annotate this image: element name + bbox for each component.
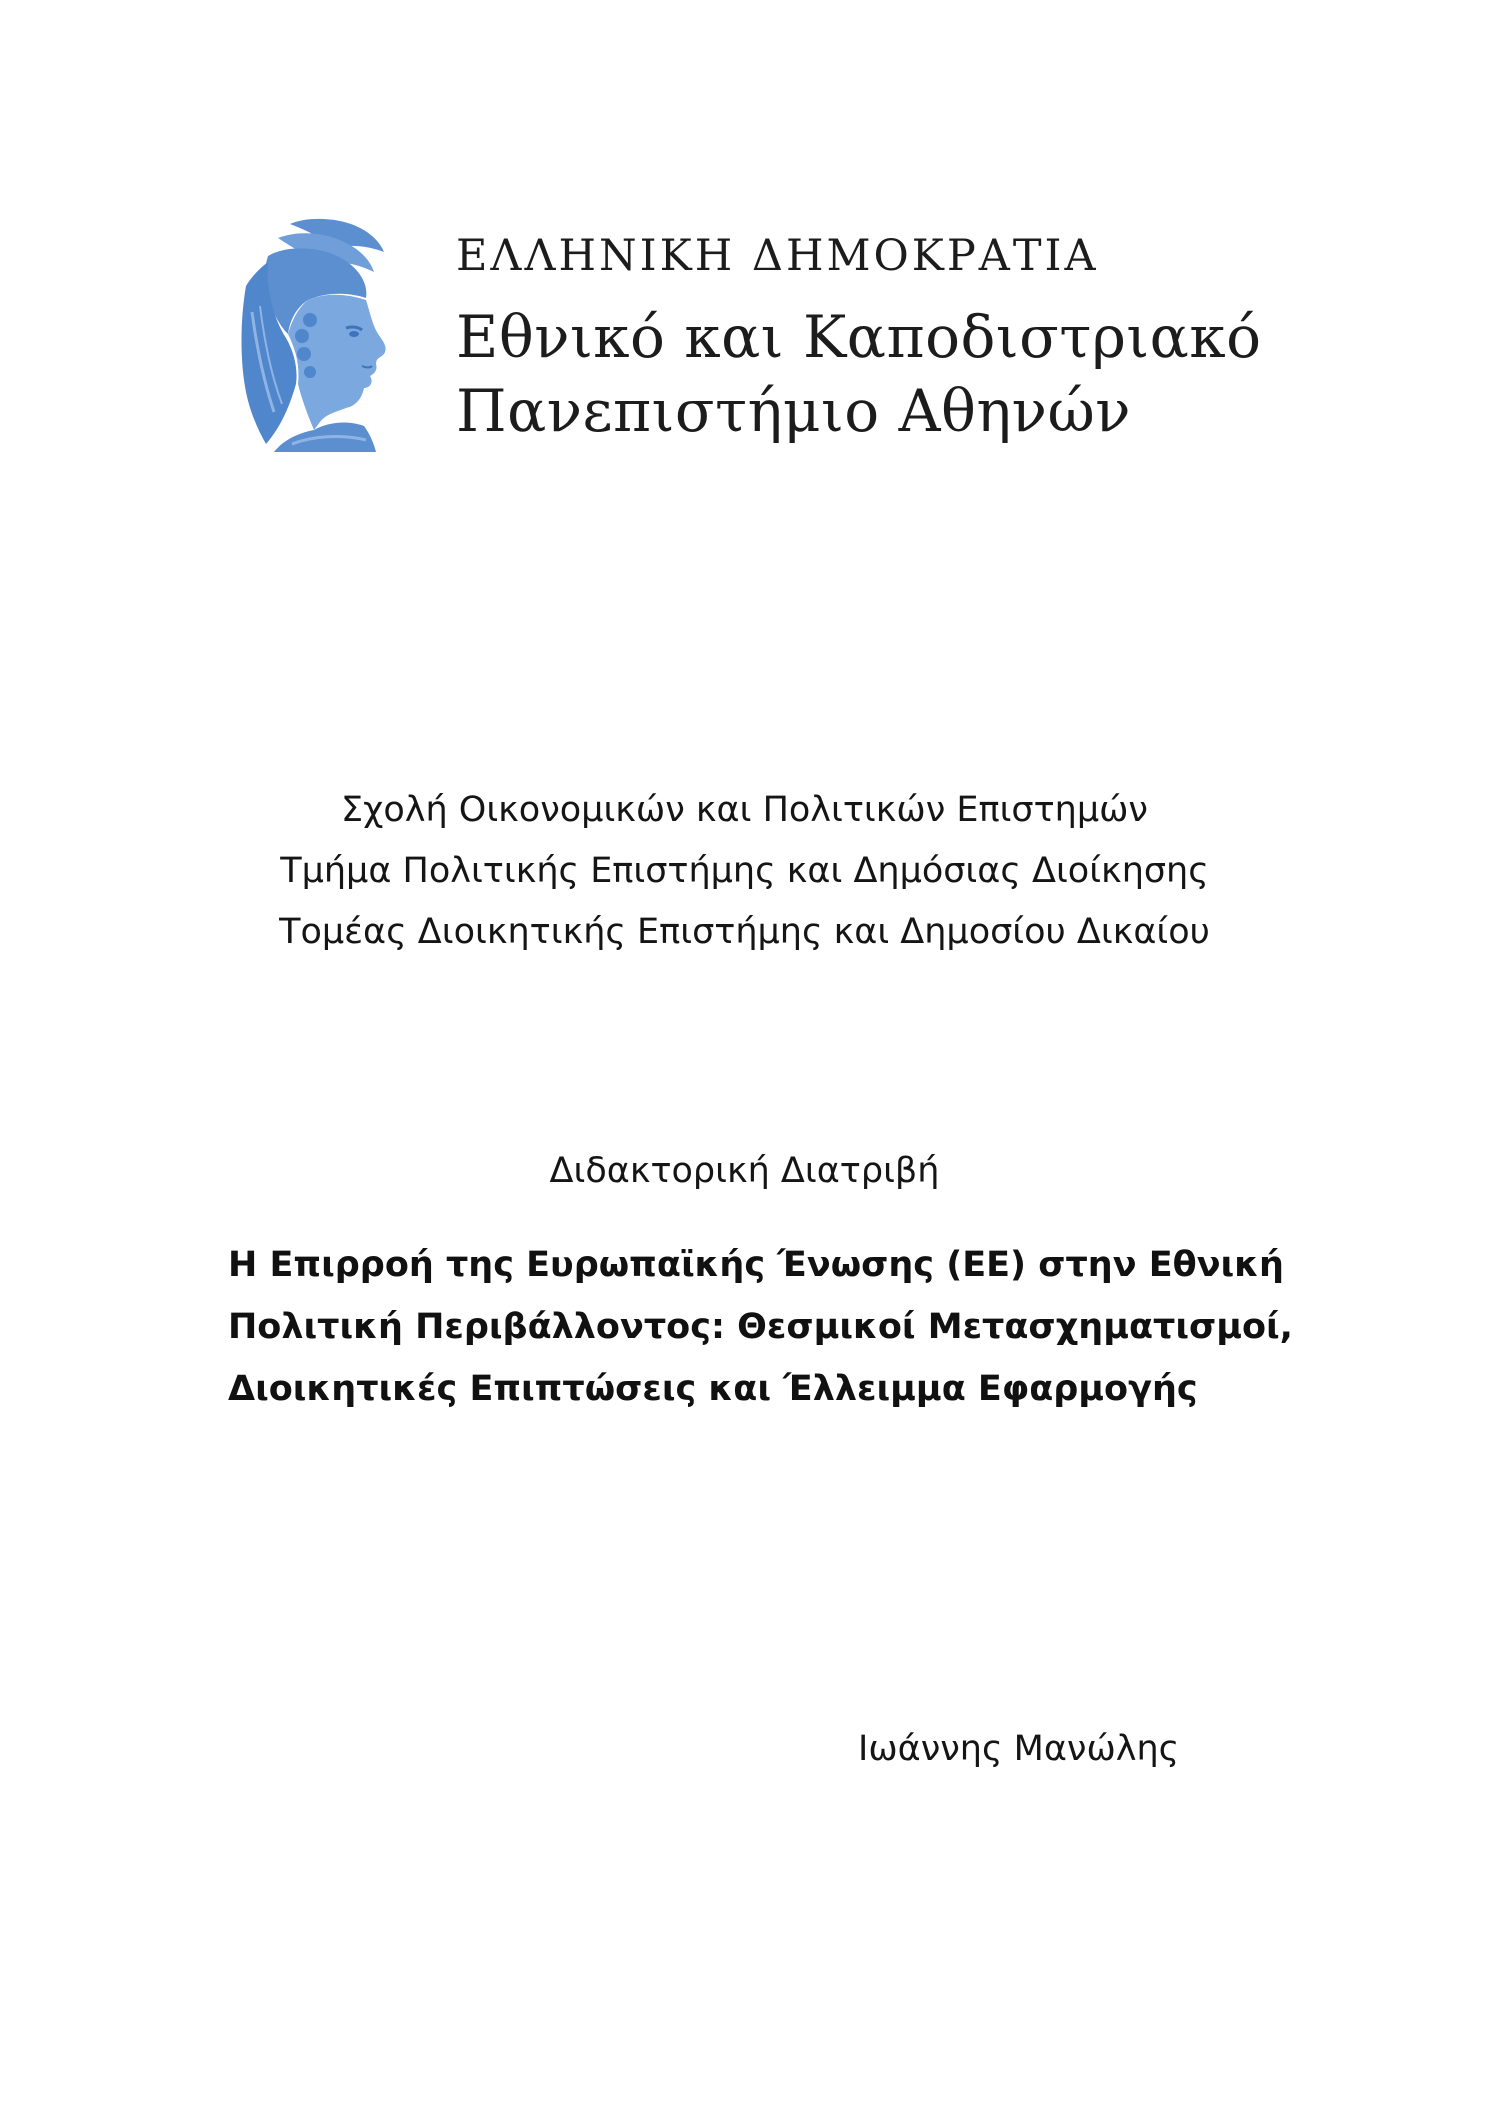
author-name: Ιωάννης Μανώλης — [858, 1729, 1180, 1769]
university-name — [456, 230, 1262, 448]
document-type: Διδακτορική Διατριβή — [549, 1151, 940, 1191]
republic-heading: ΕΛΛΗΝΙΚΗ ΔΗΜΟΚΡΑΤΙΑ — [456, 231, 1099, 281]
school-name: Σχολή Οικονομικών και Πολιτικών Επιστημών — [341, 790, 1148, 830]
sector-name: Τομέας Διοικητικής Επιστήμης και Δημοσίου Δικαίου — [279, 912, 1210, 952]
thesis-title-line1: Η Επιρροή της Ευρωπαϊκής Ένωσης (ΕΕ) στην Εθνική — [228, 1245, 1284, 1285]
thesis-title-line3: Διοικητικές Επιπτώσεις και Έλλειμμα Εφαρμογής — [228, 1369, 1198, 1409]
department-name: Τμήμα Πολιτικής Επιστήμης και Δημόσιας Διοίκησης — [280, 851, 1209, 891]
thesis-title — [228, 1234, 1293, 1420]
thesis-title-line2: Πολιτική Περιβάλλοντος: Θεσμικοί Μετασχηματισμοί, — [228, 1307, 1293, 1347]
department-block — [0, 780, 1489, 963]
university-name-line2: Πανεπιστήμιο Αθηνών — [456, 377, 1131, 445]
university-header — [238, 210, 1298, 460]
athena-head-emblem-icon — [238, 216, 403, 454]
university-name-line1: Εθνικό και Καποδιστριακό — [456, 303, 1262, 371]
